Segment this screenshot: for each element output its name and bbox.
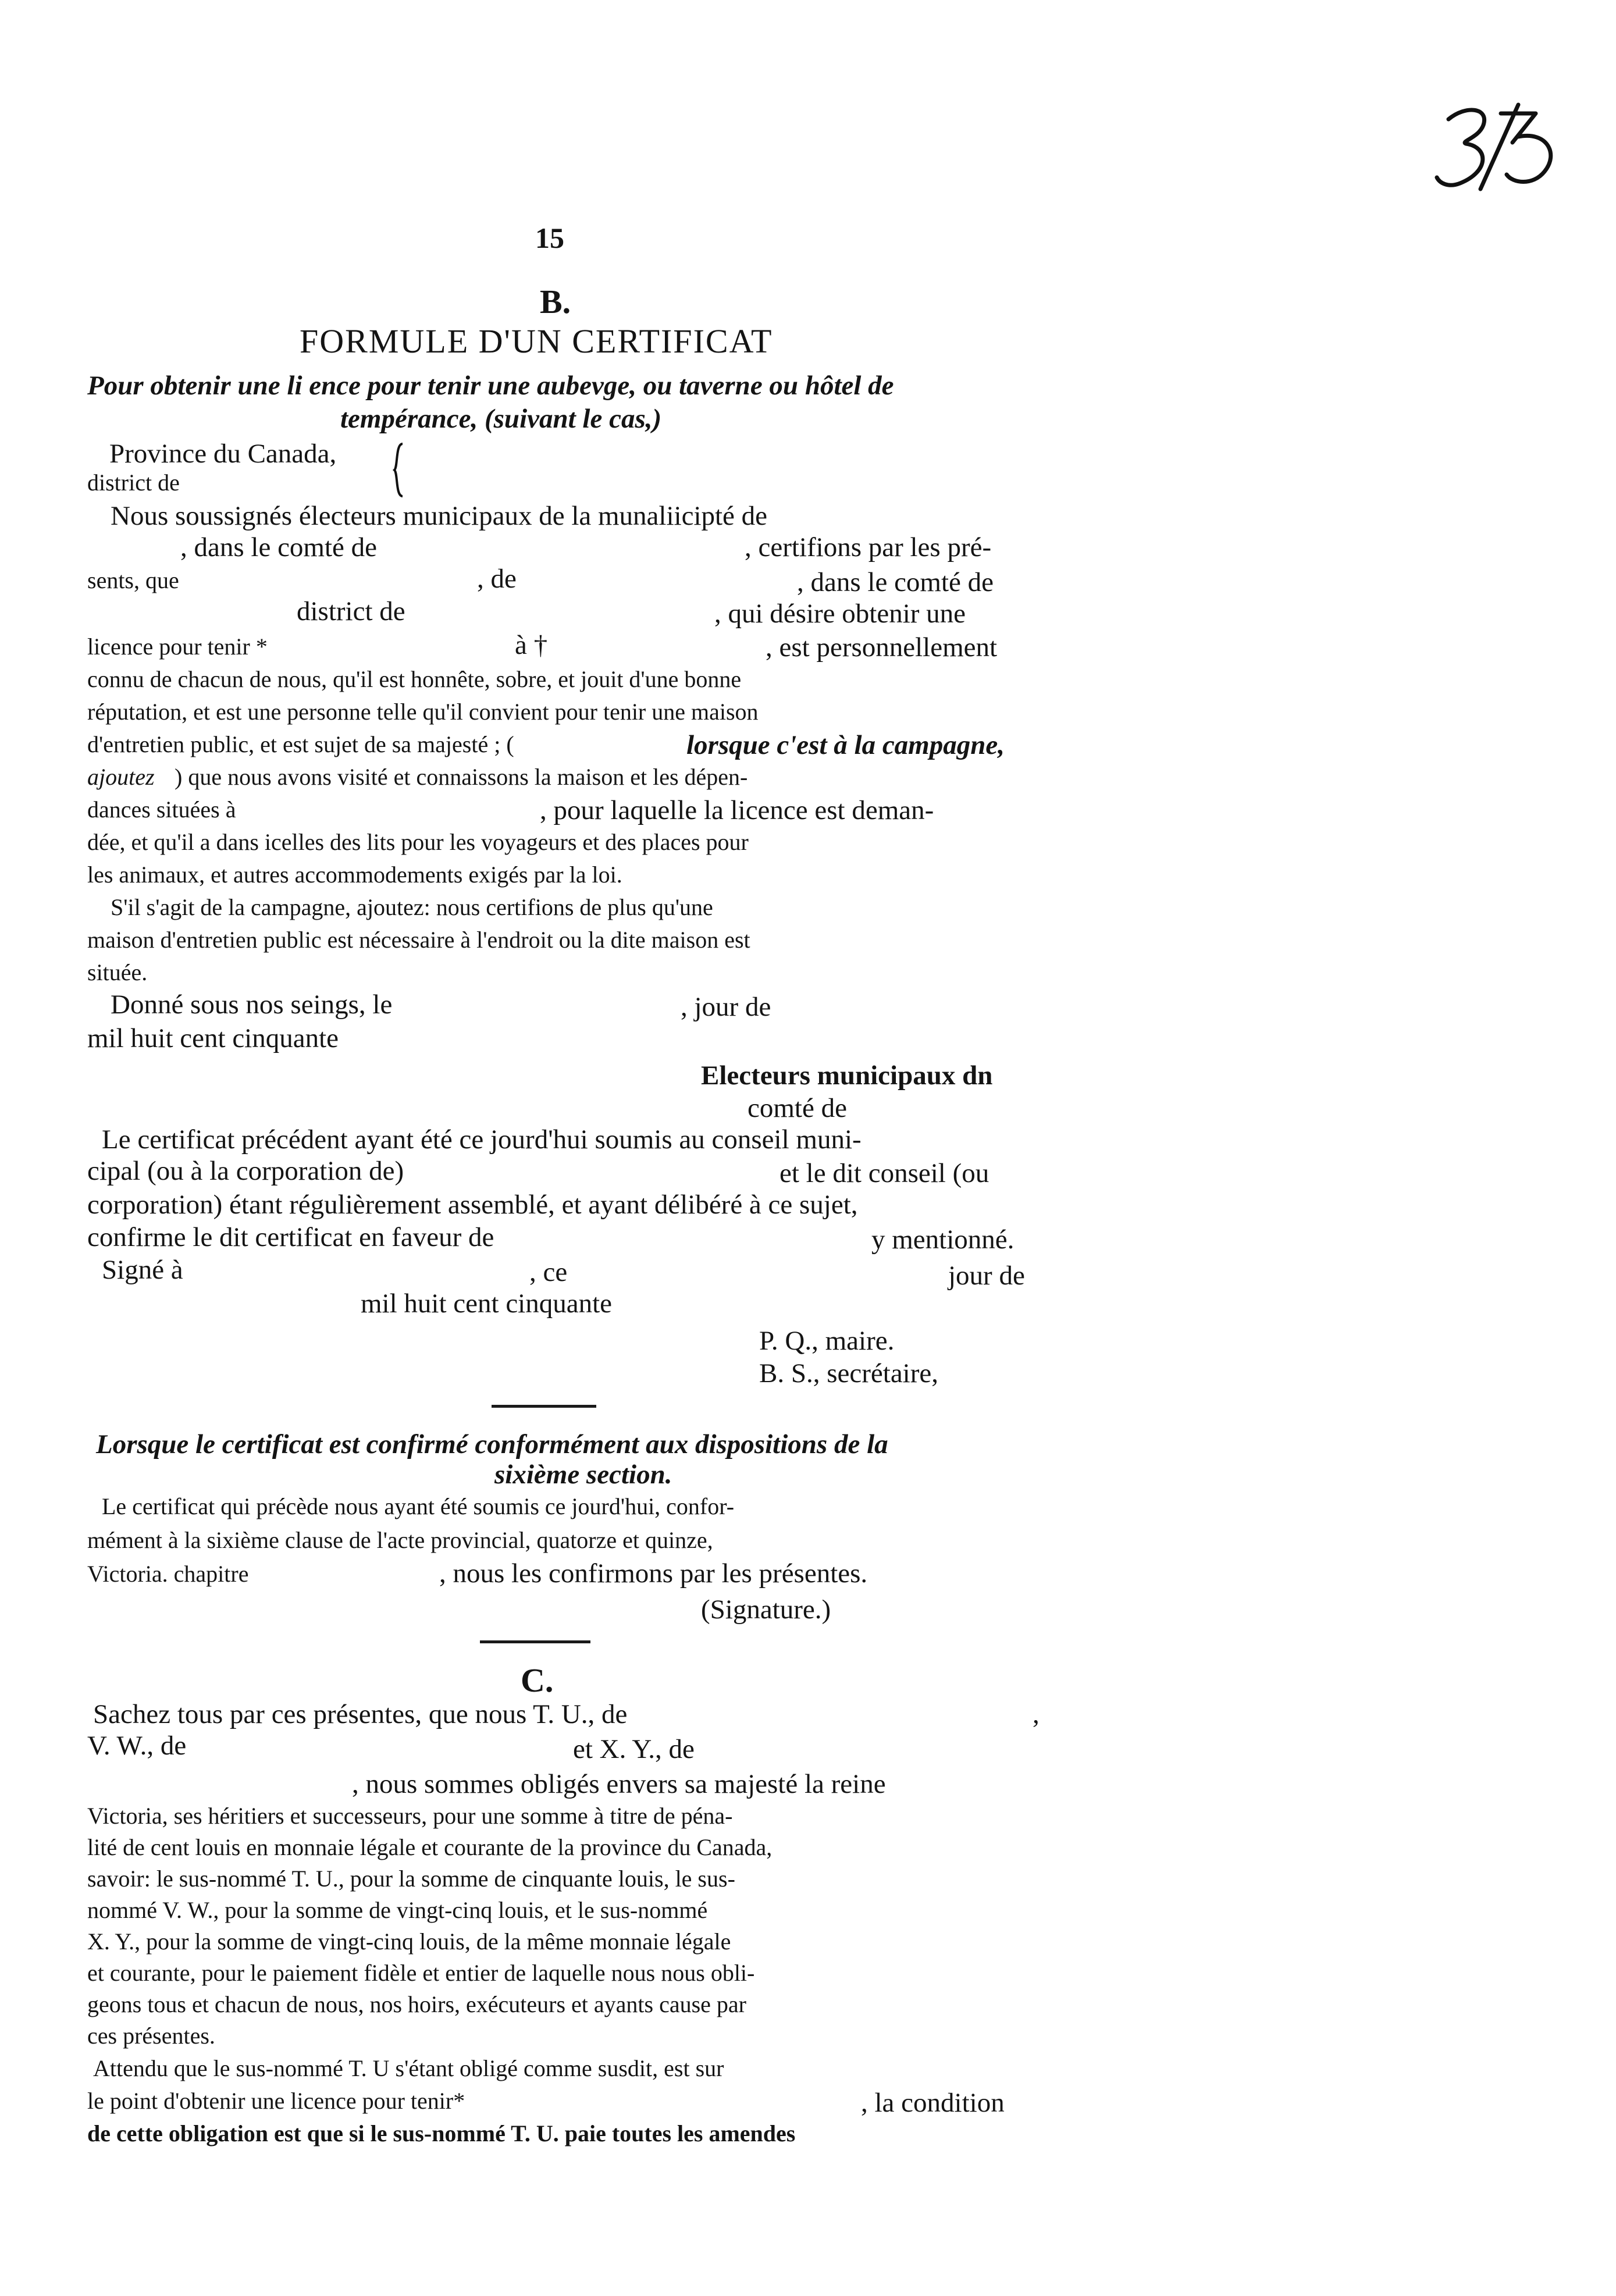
bond-line: X. Y., pour la somme de vingt-cinq louis, de la même monnaie légale	[87, 1928, 731, 1955]
bond-line: et X. Y., de	[573, 1734, 695, 1764]
bond-line: Victoria, ses héritiers et successeurs, pour une somme à titre de péna-	[87, 1803, 733, 1829]
bond-line: Attendu que le sus-nommé T. U s'étant obligé comme susdit, est sur	[93, 2055, 724, 2081]
body-line: confirme le dit certificat en faveur de	[87, 1222, 494, 1252]
bond-line: geons tous et chacun de nous, nos hoirs, exécuteurs et ayants cause par	[87, 1991, 746, 2017]
body-line: dée, et qu'il a dans icelles des lits pour les voyageurs et des places pour	[87, 829, 749, 855]
section-b-subtitle-1: Pour obtenir une li ence pour tenir une aubevge, ou taverne ou hôtel de	[87, 371, 894, 401]
body-line: dances situées à	[87, 796, 236, 823]
body-line: corporation) étant régulièrement assemblé, et ayant délibéré à ce sujet,	[87, 1190, 858, 1220]
bond-line: ces présentes.	[87, 2023, 215, 2049]
sixth-body-line: mément à la sixième clause de l'acte provincial, quatorze et quinze,	[87, 1527, 713, 1553]
sixth-body-line: , nous les confirmons par les présentes.	[439, 1558, 868, 1589]
bond-line: lité de cent louis en monnaie légale et courante de la province du Canada,	[87, 1834, 773, 1860]
body-line: , qui désire obtenir une	[714, 599, 966, 629]
section-divider	[492, 1405, 596, 1408]
province-line: Province du Canada,	[109, 439, 337, 469]
electors-label: Electeurs municipaux dn	[701, 1060, 993, 1091]
body-line: , pour laquelle la licence est deman-	[540, 795, 934, 825]
sixth-body-line: Le certificat qui précède nous ayant été soumis ce jourd'hui, confor-	[102, 1493, 735, 1519]
page-number: 15	[535, 222, 564, 254]
bond-line: , la condition	[861, 2088, 1005, 2118]
body-line: sents, que	[87, 567, 179, 593]
body-line: et le dit conseil (ou	[779, 1158, 989, 1188]
bond-line: V. W., de	[87, 1731, 187, 1761]
sixth-body-line: Victoria. chapitre	[87, 1561, 249, 1587]
body-line: , est personnellement	[766, 632, 998, 663]
body-line: Nous soussignés électeurs municipaux de la munaliicipté de	[111, 501, 768, 531]
body-line: située.	[87, 959, 148, 985]
signature-label: (Signature.)	[701, 1594, 831, 1625]
bond-line: de cette obligation est que si le sus-nommé T. U. paie toutes les amendes	[87, 2120, 796, 2147]
section-c-letter: C.	[521, 1661, 554, 1699]
body-line-italic: ajoutez	[87, 764, 155, 790]
bond-line: Sachez tous par ces présentes, que nous T. U., de	[93, 1699, 628, 1729]
handwritten-folio-mark	[1425, 96, 1571, 195]
section-divider	[480, 1640, 590, 1643]
county-label: comté de	[748, 1093, 847, 1123]
brace-mark	[391, 441, 408, 499]
body-line: district de	[297, 596, 405, 626]
body-line: , jour de	[681, 992, 771, 1022]
mayor-signature: P. Q., maire.	[759, 1326, 895, 1356]
body-line: S'il s'agit de la campagne, ajoutez: nous certifions de plus qu'une	[111, 894, 713, 920]
section-b-title: FORMULE D'UN CERTIFICAT	[300, 322, 773, 360]
bond-line: savoir: le sus-nommé T. U., pour la somme de cinquante louis, le sus-	[87, 1866, 735, 1892]
body-line: , certifions par les pré-	[745, 532, 992, 563]
section-b-subtitle-2: tempérance, (suivant le cas,)	[340, 404, 662, 434]
secretary-signature: B. S., secrétaire,	[759, 1358, 939, 1389]
sixth-section-heading-2: sixième section.	[494, 1460, 672, 1490]
body-line: jour de	[948, 1261, 1025, 1291]
body-line-italic: lorsque c'est à la campagne,	[686, 730, 1005, 760]
handwritten-folio	[1425, 96, 1571, 195]
body-line: les animaux, et autres accommodements exigés par la loi.	[87, 862, 622, 888]
body-line: Donné sous nos seings, le	[111, 989, 393, 1020]
sixth-section-heading-1: Lorsque le certificat est confirmé conformément aux dispositions de la	[96, 1429, 888, 1460]
body-line: y mentionné.	[871, 1224, 1015, 1255]
body-line: Le certificat précédent ayant été ce jourd'hui soumis au conseil muni-	[102, 1124, 862, 1155]
bond-line: et courante, pour le paiement fidèle et entier de laquelle nous nous obli-	[87, 1960, 755, 1986]
body-line: d'entretien public, et est sujet de sa majesté ; (	[87, 731, 514, 757]
district-line: district de	[87, 469, 180, 496]
bond-line: le point d'obtenir une licence pour tenir*	[87, 2088, 465, 2114]
body-line: , ce	[529, 1257, 568, 1287]
bond-line: nommé V. W., pour la somme de vingt-cinq louis, et le sus-nommé	[87, 1897, 708, 1923]
body-line: mil huit cent cinquante	[361, 1288, 613, 1319]
body-line: à †	[515, 630, 548, 660]
section-b-letter: B.	[540, 283, 571, 321]
body-line: licence pour tenir *	[87, 633, 268, 660]
body-line: , dans le comté de	[797, 567, 994, 597]
body-line: connu de chacun de nous, qu'il est honnête, sobre, et jouit d'une bonne	[87, 666, 742, 692]
body-line: , dans le comté de	[180, 532, 378, 563]
body-line: cipal (ou à la corporation de)	[87, 1156, 404, 1186]
body-line: Signé à	[102, 1255, 183, 1285]
body-line: maison d'entretien public est nécessaire à l'endroit ou la dite maison est	[87, 927, 750, 953]
body-line: ) que nous avons visité et connaissons la maison et les dépen-	[175, 764, 748, 790]
body-line: réputation, et est une personne telle qu'il convient pour tenir une maison	[87, 699, 759, 725]
bond-line: ,	[1033, 1699, 1040, 1729]
body-line: , de	[477, 564, 517, 594]
body-line: mil huit cent cinquante	[87, 1023, 339, 1053]
bond-line: , nous sommes obligés envers sa majesté la reine	[352, 1769, 886, 1799]
